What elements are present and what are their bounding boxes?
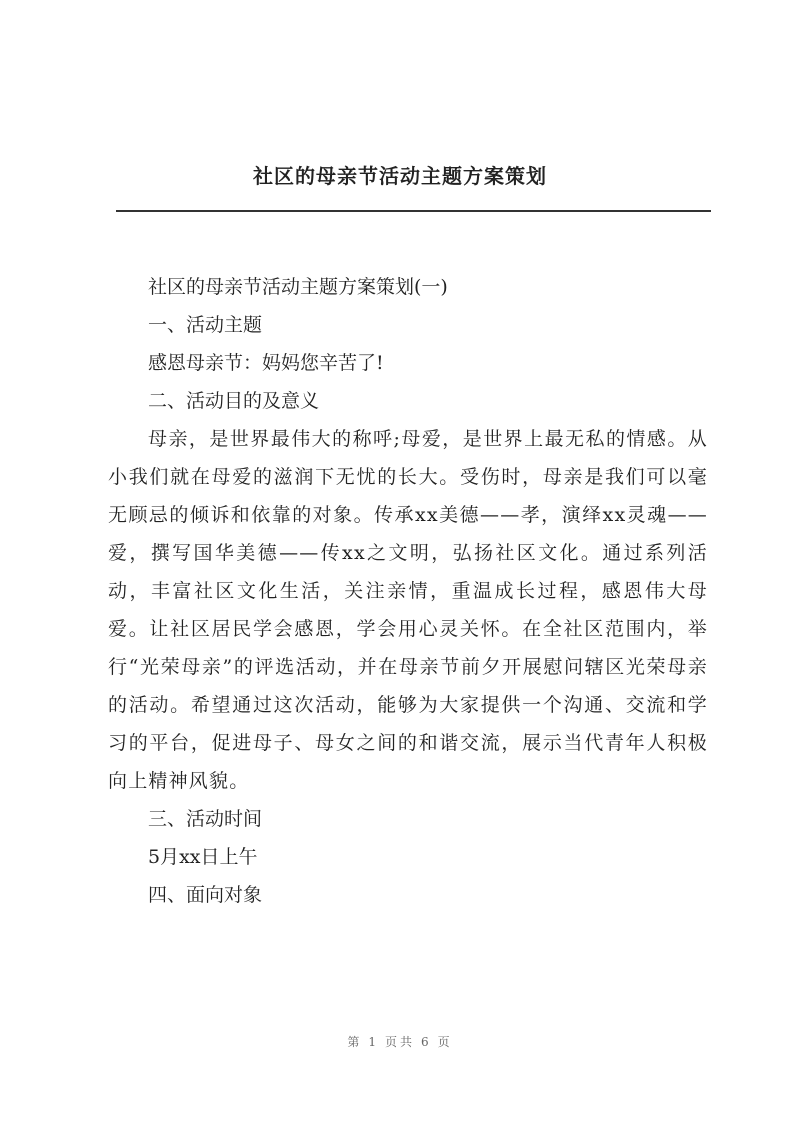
section-heading-audience: 四、面向对象 (148, 884, 263, 906)
document-body (108, 268, 708, 914)
document-title: 社区的母亲节活动主题方案策划 (253, 164, 547, 188)
section-heading-time: 三、活动时间 (148, 808, 263, 830)
title-divider (116, 210, 711, 212)
total-pages-number: 6 (421, 1035, 432, 1049)
page-footer (0, 1033, 800, 1050)
purpose-paragraph: 母亲，是世界最伟大的称呼;母爱，是世界上最无私的情感。从小我们就在母爱的滋润下无忧的长大。受伤时，母亲是我们可以毫无顾忌的倾诉和依靠的对象。传承xx美德——孝，演绎xx灵魂——爱，撰写国华美德——传xx之文明，弘扬社区文化。通过系列活动，丰富社区文化生活，关注亲情，重温成长过程，感恩伟大母爱。让社区居民学会感恩，学会用心灵关怀。在全社区范围内，举行“光荣母亲”的评选活动，并在母亲节前夕开展慰问辖区光荣母亲的活动。希望通过这次活动，能够为大家提供一个沟通、交流和学习的平台，促进母子、母女之间的和谐交流，展示当代青年人积极向上精神风貌。 (108, 428, 708, 792)
current-page-number: 1 (368, 1035, 379, 1049)
page-label-suffix: 页 (437, 1035, 453, 1049)
page-label-middle: 页共 (384, 1035, 415, 1049)
theme-text: 感恩母亲节：妈妈您辛苦了! (148, 352, 384, 374)
time-text: 5月xx日上午 (148, 846, 258, 868)
section-heading-theme: 一、活动主题 (148, 314, 263, 336)
page-label-prefix: 第 (347, 1035, 363, 1049)
subtitle: 社区的母亲节活动主题方案策划(一) (148, 276, 448, 298)
section-heading-purpose: 二、活动目的及意义 (148, 390, 320, 412)
